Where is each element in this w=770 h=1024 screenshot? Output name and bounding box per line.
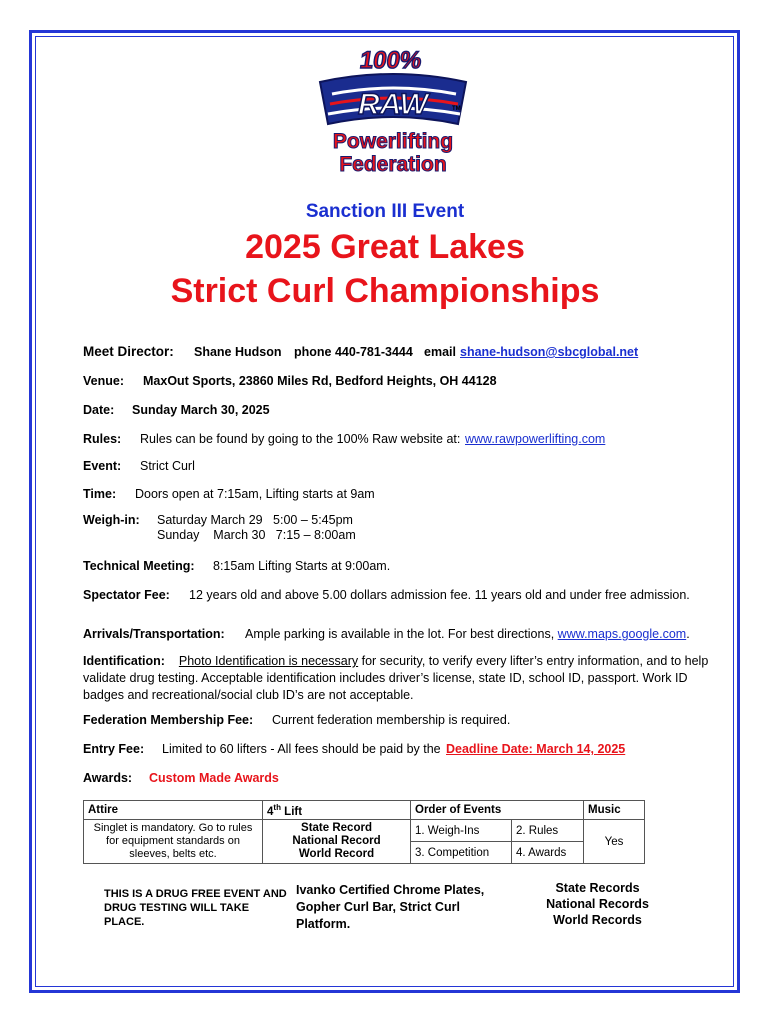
fourth-lift-record-world: World Record	[298, 848, 375, 860]
logo-powerlifting: Powerlifting	[332, 130, 454, 153]
music-cell: Yes	[584, 820, 645, 864]
logo-federation: Federation	[339, 153, 447, 176]
fourth-lift-record-state: State Record	[301, 822, 372, 834]
fourth-lift-cell	[263, 820, 411, 864]
order-item-2: 2. Rules	[511, 820, 583, 842]
arrivals-text	[245, 627, 690, 641]
table-row	[84, 820, 645, 842]
svg-text:RAW: RAW	[358, 88, 428, 121]
order-item-1: 1. Weigh-Ins	[411, 820, 512, 842]
weighin-saturday: Saturday March 29 5:00 – 5:45pm	[157, 513, 353, 527]
spectator-fee-value: 12 years old and above 5.00 dollars admission fee. 11 years old and under free admission.	[189, 588, 690, 602]
membership-label: Federation Membership Fee:	[83, 713, 254, 727]
event-title-line1: 2025 Great Lakes	[245, 228, 525, 266]
fourth-lift-sup: th	[273, 802, 281, 812]
records-national: National Records	[546, 897, 649, 911]
maps-link[interactable]: www.maps.google.com	[557, 627, 687, 641]
event-value: Strict Curl	[140, 459, 195, 473]
date-value: Sunday March 30, 2025	[132, 403, 270, 417]
meet-director-label: Meet Director:	[83, 344, 174, 359]
identification-label: Identification:	[83, 654, 165, 668]
attire-cell: Singlet is mandatory. Go to rules for equipment standards on sleeves, belts etc.	[84, 820, 263, 864]
time-value: Doors open at 7:15am, Lifting starts at 9am	[135, 487, 375, 501]
order-of-events-header: Order of Events	[411, 801, 584, 820]
deadline-date: Deadline Date: March 14, 2025	[446, 742, 626, 756]
meet-director-name: Shane Hudson	[194, 345, 282, 359]
table-header-row	[84, 801, 645, 820]
svg-text:100%: 100%	[358, 47, 424, 74]
records-world: World Records	[553, 913, 642, 927]
fourth-lift-header	[263, 801, 411, 820]
logo-100-percent	[358, 47, 423, 74]
meet-director-email-link[interactable]: shane-hudson@sbcglobal.net	[460, 345, 639, 359]
date-label: Date:	[83, 403, 115, 417]
records-state: State Records	[555, 881, 640, 895]
time-label: Time:	[83, 487, 117, 501]
arrivals-value: Ample parking is available in the lot. For best directions,	[245, 627, 555, 641]
identification-paragraph	[83, 653, 723, 704]
meet-director-phone: phone 440-781-3444	[294, 345, 413, 359]
attire-header: Attire	[84, 801, 263, 820]
sanction-level: Sanction III Event	[305, 201, 465, 222]
technical-meeting-value: 8:15am Lifting Starts at 9:00am.	[213, 559, 391, 573]
awards-label: Awards:	[83, 771, 133, 785]
fourth-lift-number: 4	[267, 805, 274, 818]
event-label: Event:	[83, 459, 122, 473]
meet-director-email-label: email	[424, 345, 456, 359]
logo-trademark: TM	[452, 106, 461, 112]
rules-value: Rules can be found by going to the 100% Raw website at:	[140, 432, 461, 446]
fourth-lift-word: Lift	[280, 805, 303, 818]
arrivals-period: .	[686, 627, 690, 641]
records-list	[530, 880, 665, 928]
spectator-fee-label: Spectator Fee:	[83, 588, 170, 602]
equipment-notice: Ivanko Certified Chrome Plates, Gopher Curl Bar, Strict Curl Platform.	[296, 883, 485, 931]
venue-value: MaxOut Sports, 23860 Miles Rd, Bedford Heights, OH 44128	[143, 374, 497, 388]
identification-required: Photo Identification is necessary	[178, 654, 359, 668]
technical-meeting-label: Technical Meeting:	[83, 559, 195, 573]
venue-label: Venue:	[83, 374, 124, 388]
order-item-4: 4. Awards	[511, 842, 583, 864]
membership-value: Current federation membership is required.	[272, 713, 511, 727]
fourth-lift-record-national: National Record	[292, 835, 381, 847]
weighin-sunday: Sunday March 30 7:15 – 8:00am	[157, 528, 356, 542]
weighin-label: Weigh-in:	[83, 513, 140, 527]
music-header: Music	[584, 801, 645, 820]
event-title-line2: Strict Curl Championships	[170, 272, 600, 310]
event-info-table	[83, 800, 645, 864]
rules-website-link[interactable]: www.rawpowerlifting.com	[465, 432, 606, 446]
drug-free-notice: THIS IS A DRUG FREE EVENT AND DRUG TESTING WILL TAKE PLACE.	[104, 888, 287, 928]
arrivals-label: Arrivals/Transportation:	[83, 627, 225, 641]
federation-logo	[308, 44, 478, 184]
awards-value: Custom Made Awards	[149, 771, 279, 785]
rules-label: Rules:	[83, 432, 122, 446]
logo-flag	[320, 74, 466, 124]
order-item-3: 3. Competition	[411, 842, 512, 864]
entry-fee-value: Limited to 60 lifters - All fees should be paid by the	[162, 742, 441, 756]
entry-fee-label: Entry Fee:	[83, 742, 145, 756]
identification-details: for security, to verify every lifter’s entry information, and to help validate drug testing. Acceptable identification includes driver’s license, state ID, school ID, passport. Work ID badges and recreational/social club ID’s are not acceptable.	[83, 654, 709, 702]
